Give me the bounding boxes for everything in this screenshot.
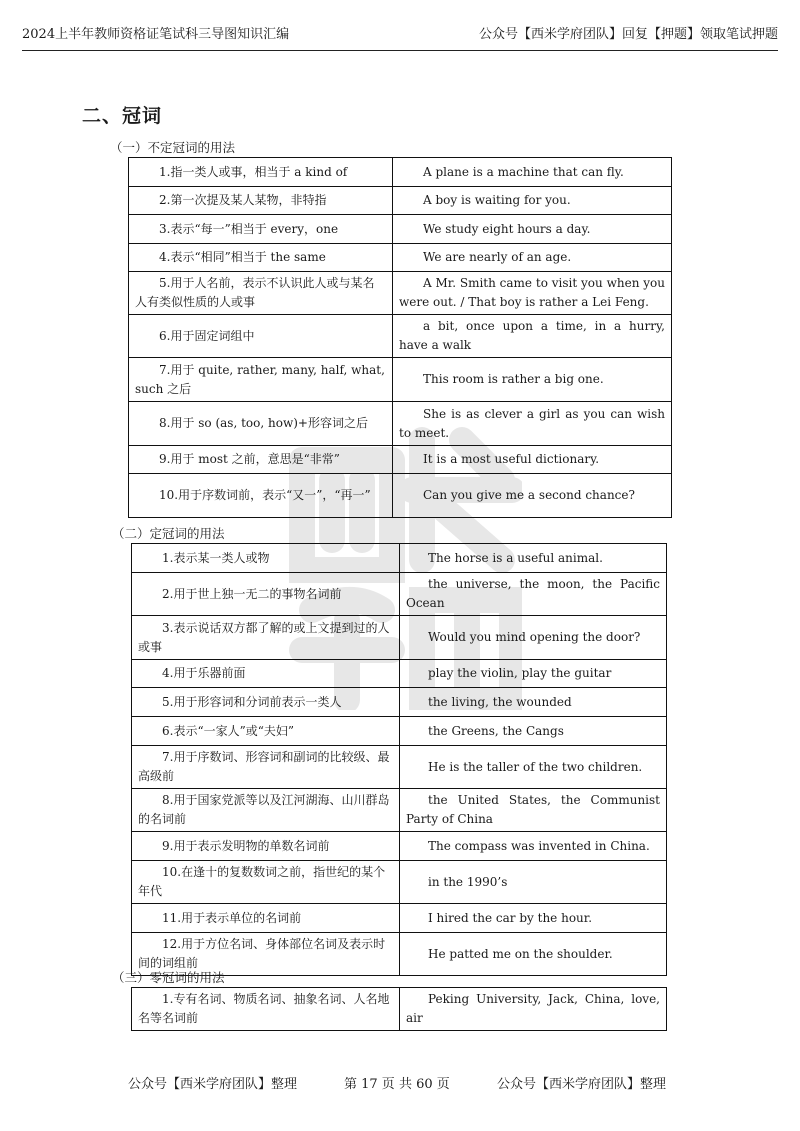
usage-example-cell: the United States, the Communist Party of China (400, 789, 667, 832)
usage-example-cell: The compass was invented in China. (400, 832, 667, 861)
usage-example-cell: the living, the wounded (400, 688, 667, 717)
header-promo-text: 公众号【西米学府团队】回复【押题】领取笔试押题 (478, 27, 778, 42)
indefinite-heading: （一）不定冠词的用法 (110, 140, 236, 155)
usage-rule-cell: 2.第一次提及某人某物，非特指 (129, 187, 393, 215)
table-row (129, 358, 672, 402)
table-row (129, 272, 672, 315)
usage-rule-cell: 2.用于世上独一无二的事物名词前 (132, 573, 400, 616)
table-row (132, 904, 667, 933)
usage-rule-cell: 1.专有名词、物质名词、抽象名词、人名地名等名词前 (132, 988, 400, 1031)
usage-rule-cell: 10.用于序数词前，表示“又一”，“再一” (129, 474, 393, 518)
table-row (129, 187, 672, 215)
table-row (129, 474, 672, 518)
usage-rule-cell: 12.用于方位名词、身体部位名词及表示时间的词组前 (132, 933, 400, 976)
usage-rule-cell: 1.指一类人或事，相当于 a kind of (129, 158, 393, 187)
usage-rule-cell: 8.用于 so (as, too, how)+形容词之后 (129, 402, 393, 446)
zero-heading: （三）零冠词的用法 (112, 970, 225, 985)
usage-rule-cell: 4.用于乐器前面 (132, 660, 400, 688)
usage-example-cell: play the violin, play the guitar (400, 660, 667, 688)
usage-example-cell: He is the taller of the two children. (400, 746, 667, 789)
zero-article-table (131, 987, 667, 1031)
usage-example-cell: Would you mind opening the door? (400, 616, 667, 660)
usage-example-cell: It is a most useful dictionary. (393, 446, 672, 474)
indefinite-article-table (128, 157, 672, 518)
table-row (129, 244, 672, 272)
usage-example-cell: A boy is waiting for you. (393, 187, 672, 215)
table-row (132, 746, 667, 789)
usage-rule-cell: 5.用于人名前，表示不认识此人或与某名人有类似性质的人或事 (129, 272, 393, 315)
table-row (132, 616, 667, 660)
usage-rule-cell: 9.用于表示发明物的单数名词前 (132, 832, 400, 861)
usage-rule-cell: 6.用于固定词组中 (129, 315, 393, 358)
usage-example-cell: Peking University, Jack, China, love, air (400, 988, 667, 1031)
table-row (129, 315, 672, 358)
usage-rule-cell: 7.用于序数词、形容词和副词的比较级、最高级前 (132, 746, 400, 789)
usage-example-cell: We study eight hours a day. (393, 215, 672, 244)
usage-example-cell: Can you give me a second chance? (393, 474, 672, 518)
table-row (129, 402, 672, 446)
usage-example-cell: a bit, once upon a time, in a hurry, have a walk (393, 315, 672, 358)
usage-rule-cell: 1.表示某一类人或物 (132, 544, 400, 573)
usage-rule-cell: 6.表示“一家人”或“夫妇” (132, 717, 400, 746)
usage-rule-cell: 4.表示“相同”相当于 the same (129, 244, 393, 272)
usage-rule-cell: 3.表示说话双方都了解的或上文提到过的人或事 (132, 616, 400, 660)
table-row (129, 215, 672, 244)
table-row (129, 446, 672, 474)
table-row (129, 158, 672, 187)
usage-rule-cell: 9.用于 most 之前，意思是“非常” (129, 446, 393, 474)
usage-example-cell: He patted me on the shoulder. (400, 933, 667, 976)
usage-example-cell: A plane is a machine that can fly. (393, 158, 672, 187)
table-row (132, 717, 667, 746)
usage-example-cell: the universe, the moon, the Pacific Ocean (400, 573, 667, 616)
usage-example-cell: She is as clever a girl as you can wish to meet. (393, 402, 672, 446)
definite-heading: （二）定冠词的用法 (112, 526, 225, 541)
footer-left-text: 公众号【西米学府团队】整理 (128, 1077, 298, 1092)
usage-rule-cell: 3.表示“每一”相当于 every，one (129, 215, 393, 244)
table-row (132, 789, 667, 832)
table-row (132, 988, 667, 1031)
usage-rule-cell: 11.用于表示单位的名词前 (132, 904, 400, 933)
definite-article-table (131, 543, 667, 976)
header-doc-title: 2024上半年教师资格证笔试科三导图知识汇编 (22, 27, 290, 42)
usage-rule-cell: 10.在逢十的复数数词之前，指世纪的某个年代 (132, 861, 400, 904)
usage-rule-cell: 8.用于国家党派等以及江河湖海、山川群岛的名词前 (132, 789, 400, 832)
usage-rule-cell: 5.用于形容词和分词前表示一类人 (132, 688, 400, 717)
footer-right-text: 公众号【西米学府团队】整理 (497, 1077, 667, 1092)
page-footer (0, 1073, 800, 1093)
table-row (132, 544, 667, 573)
usage-example-cell: A Mr. Smith came to visit you when you were out. / That boy is rather a Lei Feng. (393, 272, 672, 315)
usage-example-cell: I hired the car by the hour. (400, 904, 667, 933)
usage-example-cell: in the 1990’s (400, 861, 667, 904)
usage-example-cell: This room is rather a big one. (393, 358, 672, 402)
table-row (132, 660, 667, 688)
table-row (132, 861, 667, 904)
table-row (132, 688, 667, 717)
table-row (132, 832, 667, 861)
usage-rule-cell: 7.用于 quite, rather, many, half, what, such 之后 (129, 358, 393, 402)
page-number: 第 17 页 共 60 页 (344, 1077, 450, 1092)
usage-example-cell: We are nearly of an age. (393, 244, 672, 272)
table-row (132, 573, 667, 616)
usage-example-cell: the Greens, the Cangs (400, 717, 667, 746)
section-title: 二、冠词 (82, 105, 163, 127)
page-header (22, 22, 778, 51)
usage-example-cell: The horse is a useful animal. (400, 544, 667, 573)
